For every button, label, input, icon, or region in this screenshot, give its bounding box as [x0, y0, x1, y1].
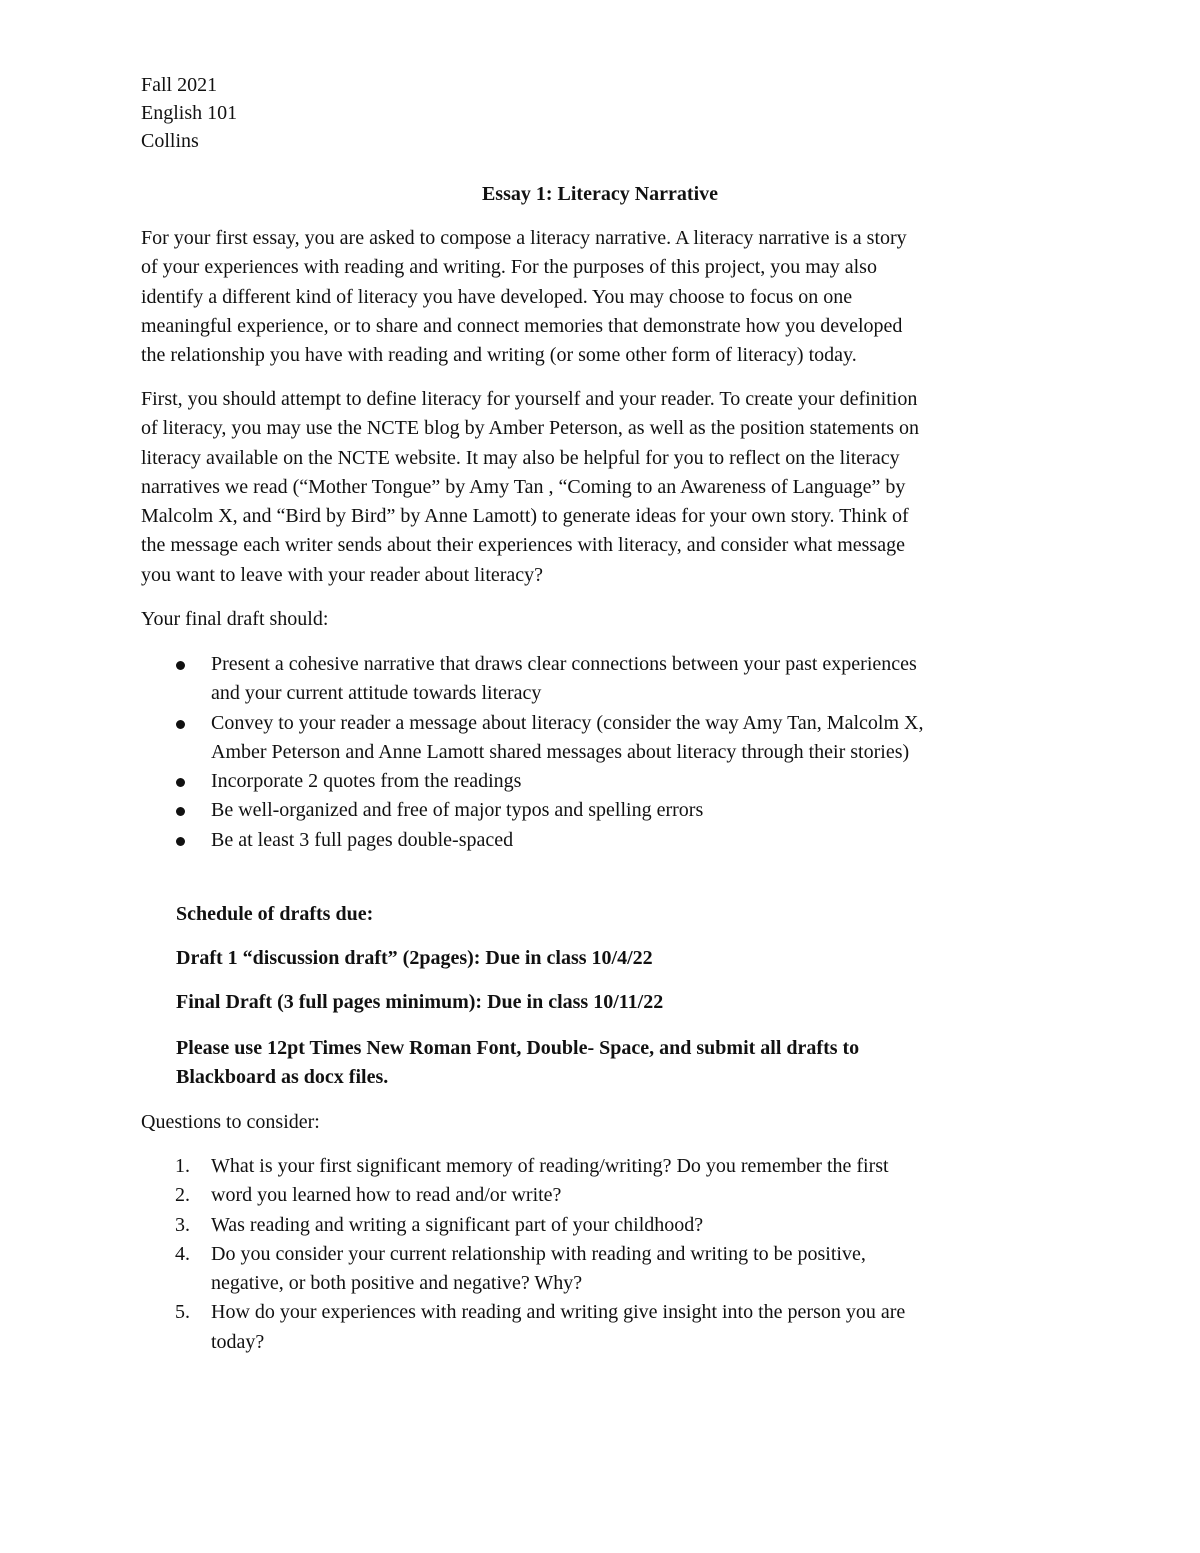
list-item: Be well-organized and free of major typos and spelling errors — [141, 796, 1066, 825]
bullet-icon — [176, 807, 185, 816]
final-draft-label: Your final draft should: — [141, 608, 329, 630]
definition-line: First, you should attempt to define literacy for yourself and your reader. To create your definition — [141, 388, 918, 410]
intro-line: meaningful experience, or to share and connect memories that demonstrate how you developed — [141, 314, 903, 337]
final-draft-due: Final Draft (3 full pages minimum): Due in class 10/11/22 — [176, 991, 664, 1013]
list-item: Be at least 3 full pages double-spaced — [141, 826, 1066, 855]
list-item: Present a cohesive narrative that draws clear connections between your past experiences and your current attitude towards literacy — [141, 650, 1066, 709]
list-item: Convey to your reader a message about literacy (consider the way Amy Tan, Malcolm X, Amber Peterson and Anne Lamott shared messages about literacy through their stories) — [141, 709, 1066, 768]
questions-list — [141, 1152, 1066, 1357]
list-item: 3. Was reading and writing a significant part of your childhood? — [141, 1211, 1066, 1240]
bullet-icon — [176, 661, 185, 670]
instructor-line: Collins — [141, 130, 199, 152]
definition-line: literacy available on the NCTE website. It may also be helpful for you to reflect on the literacy — [141, 446, 900, 469]
definition-line: narratives we read (“Mother Tongue” by Amy Tan , “Coming to an Awareness of Language” by — [141, 475, 906, 498]
schedule-heading: Schedule of drafts due: — [176, 903, 374, 925]
list-number: 5. — [175, 1301, 190, 1324]
format-instructions: Please use 12pt Times New Roman Font, Double- Space, and submit all drafts to Blackboard as docx files. — [176, 1037, 860, 1089]
definition-line: Malcolm X, and “Bird by Bird” by Anne Lamott) to generate ideas for your own story. Think of — [141, 505, 909, 528]
definition-paragraph — [141, 385, 1066, 590]
definition-line: the message each writer sends about their experiences with literacy, and consider what message — [141, 534, 905, 557]
intro-line: of your experiences with reading and writing. For the purposes of this project, you may also — [141, 256, 877, 279]
term-line: Fall 2021 — [141, 74, 218, 96]
list-item: 5. How do your experiences with reading and writing give insight into the person you are today? — [141, 1298, 1066, 1357]
list-item: 2. word you learned how to read and/or write? — [141, 1181, 1066, 1210]
list-number: 1. — [175, 1155, 190, 1177]
questions-label: Questions to consider: — [141, 1111, 320, 1133]
course-line: English 101 — [141, 102, 238, 124]
bullet-icon — [176, 778, 185, 787]
essay-title: Essay 1: Literacy Narrative — [481, 183, 719, 205]
definition-line: of literacy, you may use the NCTE blog by Amber Peterson, as well as the position statements on — [141, 417, 919, 440]
list-number: 2. — [175, 1184, 190, 1207]
intro-line: identify a different kind of literacy you have developed. You may choose to focus on one — [141, 285, 853, 308]
intro-line: the relationship you have with reading and writing (or some other form of literacy) today. — [141, 344, 857, 367]
intro-line: For your first essay, you are asked to compose a literacy narrative. A literacy narrative is a story — [141, 227, 907, 249]
list-number: 3. — [175, 1213, 190, 1236]
list-item: Incorporate 2 quotes from the readings — [141, 767, 1066, 796]
list-item: 4. Do you consider your current relationship with reading and writing to be positive, negative, or both positive and negative? Why? — [141, 1240, 1066, 1299]
requirements-list — [141, 650, 1066, 855]
list-number: 4. — [175, 1242, 190, 1265]
bullet-icon — [176, 720, 185, 729]
definition-line: you want to leave with your reader about literacy? — [141, 563, 544, 586]
bullet-icon — [176, 837, 185, 846]
list-item: 1. What is your first significant memory of reading/writing? Do you remember the first — [141, 1152, 1066, 1181]
draft1-due: Draft 1 “discussion draft” (2pages): Due in class 10/4/22 — [176, 947, 653, 969]
intro-paragraph — [141, 224, 1066, 370]
